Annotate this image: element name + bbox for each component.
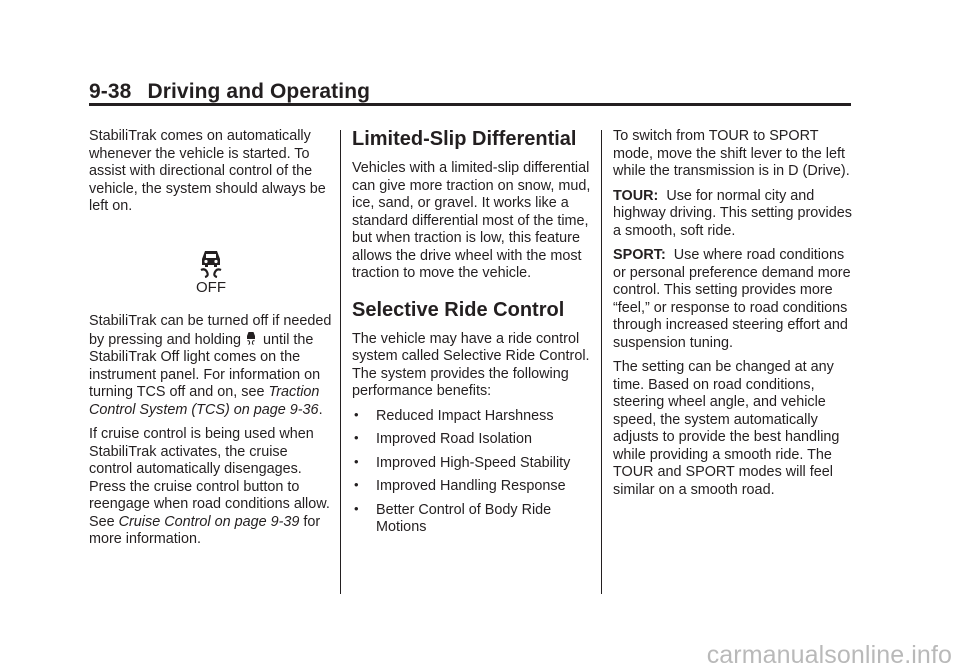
paragraph: StabiliTrak comes on automatically whenever the vehicle is started. To assist with directional control of the vehicle, the system should always be left on. — [89, 128, 326, 214]
list-item: • Improved High-Speed Stability — [352, 455, 592, 473]
cross-reference-link[interactable]: Cruise Control on page 9-39 — [118, 513, 300, 530]
paragraph: TOUR: Use for normal city and highway driving. This setting provides a smooth, soft ride. — [613, 187, 852, 239]
stabilitrak-button-icon — [246, 331, 256, 346]
paragraph: If cruise control is being used when StabiliTrak activates, the cruise control automatically disengages. Press the cruise control button to reengage when road conditions allow. See Cruise Control on page 9-39 for more information. — [89, 426, 330, 547]
paragraph: StabiliTrak can be turned off if needed by pressing and holding until the StabiliTrak Off light comes on the instrument panel. For information on turning TCS off and on, see Traction Control System (TCS) on page 9-36. — [89, 313, 332, 418]
page-number: 9-38 — [89, 80, 132, 103]
paragraph: Vehicles with a limited-slip differential can give more traction on snow, mud, ice, sand, or gravel. It works like a standard differential most of the time, but when traction is low, this feature allows the drive wheel with the most traction to move the vehicle. — [352, 160, 591, 281]
column-right — [613, 128, 858, 506]
skidding-car-icon — [198, 248, 224, 278]
stabilitrak-off-symbol — [89, 248, 333, 297]
list-item: • Improved Handling Response — [352, 478, 592, 496]
term-label: TOUR: — [613, 187, 659, 204]
symbol-label: OFF — [196, 278, 226, 296]
list-item: • Better Control of Body Ride Motions — [352, 502, 592, 537]
list-item: • Improved Road Isolation — [352, 431, 592, 449]
paragraph: To switch from TOUR to SPORT mode, move the shift lever to the left while the transmission is in D (Drive). — [613, 128, 850, 179]
page-header — [89, 80, 370, 104]
column-divider — [340, 130, 341, 594]
cross-reference-link[interactable]: Traction Control System (TCS) on page 9-36 — [89, 384, 320, 418]
column-middle — [352, 128, 592, 543]
term-label: SPORT: — [613, 247, 666, 263]
section-heading: Limited-Slip Differential — [352, 128, 577, 150]
column-divider — [601, 130, 602, 594]
watermark: carmanualsonline.info — [706, 641, 952, 669]
paragraph: SPORT: Use where road conditions or personal preference demand more control. This setting provides more “feel,” or response to road conditions through increased steering effort and suspension tuning. — [613, 247, 851, 351]
column-left — [89, 128, 333, 556]
paragraph: The setting can be changed at any time. Based on road conditions, steering wheel angle, and vehicle speed, the system automatically adjusts to provide the best handling while providing a smooth ride. The TOUR and SPORT modes will feel similar on a smooth road. — [613, 359, 840, 498]
section-heading: Selective Ride Control — [352, 298, 565, 321]
benefit-list — [352, 408, 592, 537]
section-title: Driving and Operating — [147, 80, 371, 103]
list-item: • Reduced Impact Harshness — [352, 408, 592, 426]
header-rule — [89, 103, 851, 106]
paragraph: The vehicle may have a ride control system called Selective Ride Control. The system provides the following performance benefits: — [352, 330, 590, 399]
